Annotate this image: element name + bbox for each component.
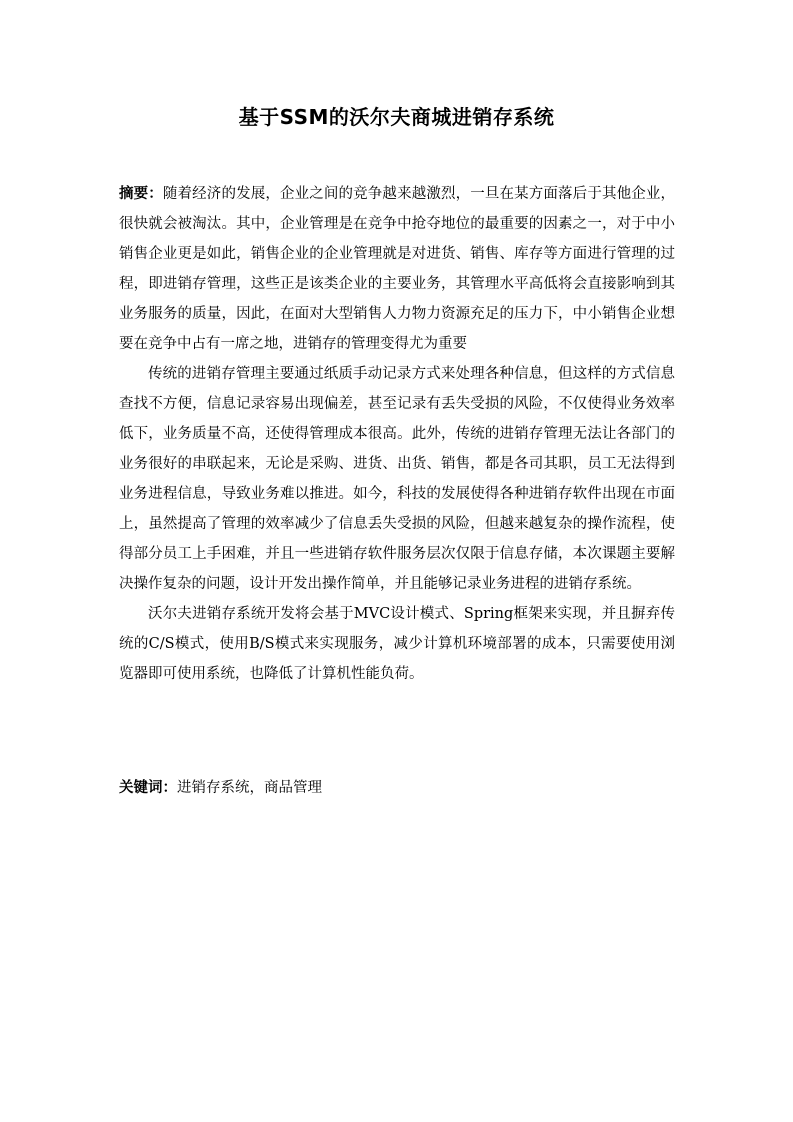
- abstract-third-paragraph: 沃尔夫进销存系统开发将会基于MVC设计模式、Spring框架来实现，并且摒弃传统的C/S模式，使用B/S模式来实现服务，减少计算机环境部署的成本，只需要使用浏览器即可使用系统，也降低了计算机性能负荷。: [119, 606, 675, 682]
- keywords-label: 关键词：: [119, 780, 177, 796]
- keywords-value: 进销存系统，商品管理: [177, 780, 322, 796]
- abstract-text-1: 随着经济的发展，企业之间的竞争越来越激烈，一旦在某方面落后于其他企业，很快就会被淘汰。其中，企业管理是在竞争中抢夺地位的最重要的因素之一，对于中小销售企业更是如此，销售企业的企业管理就是对进货、销售、库存等方面进行管理的过程，即进销存管理，这些正是该类企业的主要业务，其管理水平高低将会直接影响到其业务服务的质量，因此，在面对大型销售人力物力资源充足的压力下，中小销售企业想要在竞争中占有一席之地，进销存的管理变得尤为重要: [119, 186, 675, 352]
- paper-title: 基于SSM的沃尔夫商城进销存系统: [238, 105, 555, 129]
- keywords-section: [119, 773, 675, 803]
- abstract-label: 摘要：: [119, 186, 163, 202]
- abstract-second-paragraph: 传统的进销存管理主要通过纸质手动记录方式来处理各种信息，但这样的方式信息查找不方便，信息记录容易出现偏差，甚至记录有丢失受损的风险，不仅使得业务效率低下，业务质量不高，还使得管理成本很高。此外，传统的进销存管理无法让各部门的业务很好的串联起来，无论是采购、进货、出货、销售，都是各司其职，员工无法得到业务进程信息，导致业务难以推进。如今，科技的发展使得各种进销存软件出现在市面上，虽然提高了管理的效率减少了信息丢失受损的风险，但越来越复杂的操作流程，使得部分员工上手困难，并且一些进销存软件服务层次仅限于信息存储，本次课题主要解决操作复杂的问题，设计开发出操作简单，并且能够记录业务进程的进销存系统。: [119, 366, 675, 592]
- abstract-first-paragraph: [119, 179, 675, 359]
- abstract-section: [119, 179, 675, 689]
